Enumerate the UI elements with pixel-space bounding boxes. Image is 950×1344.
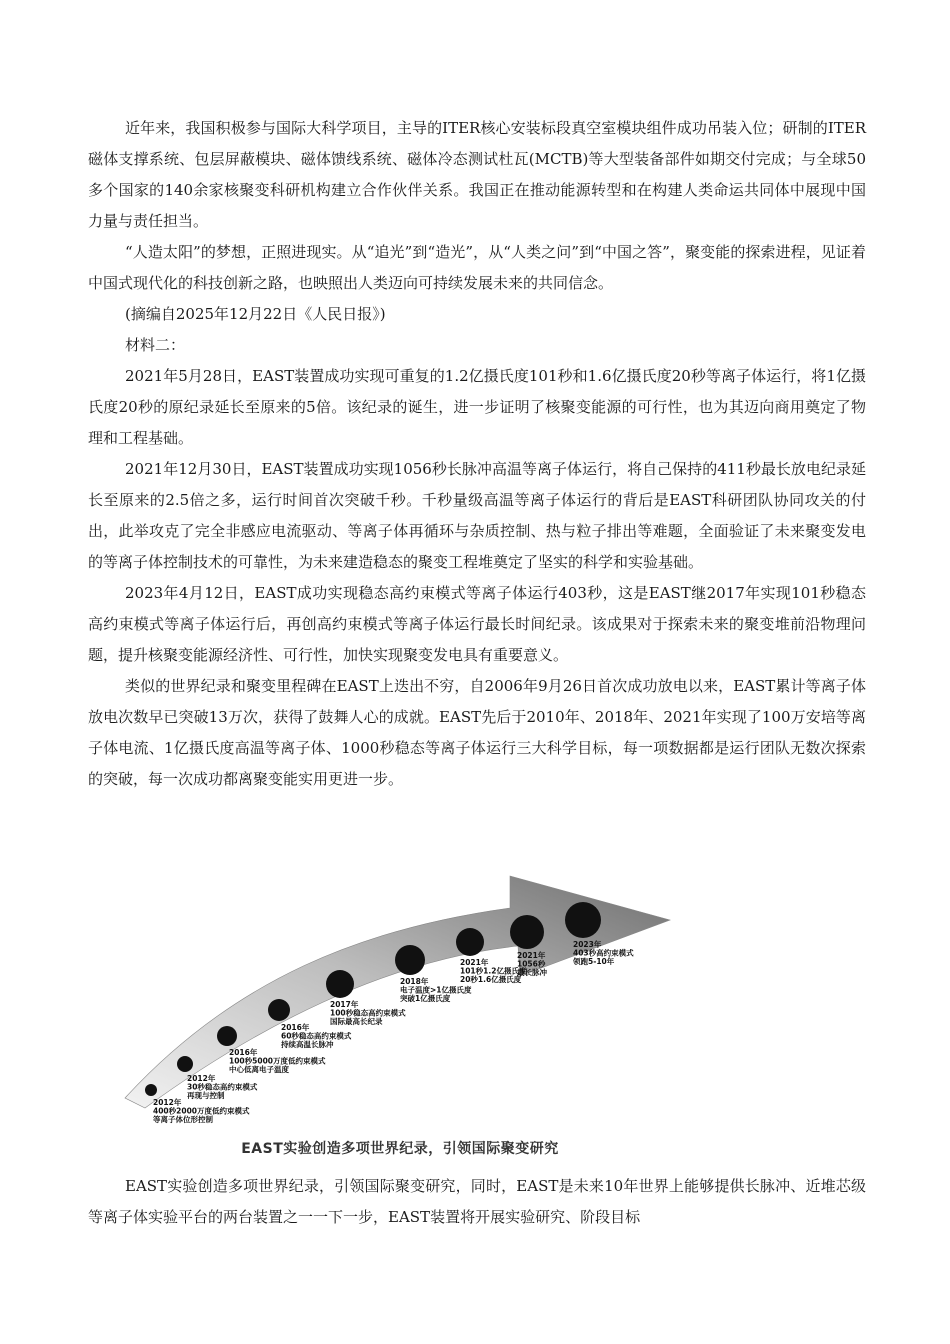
milestone-description: 20秒1.6亿摄氏度 — [460, 975, 522, 984]
milestone-dot — [145, 1084, 157, 1096]
milestone-year: 2017年 — [330, 1000, 359, 1009]
article-body — [88, 113, 866, 795]
milestone-year: 2016年 — [229, 1048, 258, 1057]
milestone-description: 403秒高约束模式 — [573, 948, 634, 958]
paragraph-2021-dec: 2021年12月30日，EAST装置成功实现1056秒长脉冲高温等离子体运行，将自己保持的411秒最长放电纪录延长至原来的2.5倍之多，运行时间首次突破千秒。千秒量级高温等离子体运行的背后是EAST科研团队协同攻关的付出，此举攻克了完全非感应电流驱动、等离子体再循环与杂质控制、热与粒子排出等难题，全面验证了未来聚变发电的等离子体控制技术的可靠性，为未来建造稳态的聚变工程堆奠定了坚实的科学和实验基础。 — [88, 460, 866, 571]
milestone-description: 领跑5-10年 — [573, 957, 615, 966]
milestone-dot — [217, 1026, 237, 1046]
milestone-year: 2012年 — [153, 1098, 182, 1107]
milestone-dot — [510, 915, 544, 949]
milestone-description: 等离子体位形控制 — [153, 1115, 213, 1124]
milestone-description: 持续高温长脉冲 — [281, 1040, 334, 1049]
paragraph-2023-apr: 2023年4月12日，EAST成功实现稳态高约束模式等离子体运行403秒，这是EAST继2017年实现101秒稳态高约束模式等离子体运行后，再创高约束模式等离子体运行最长时间纪录。该成果对于探索未来的聚变堆前沿物理问题，提升核聚变能源经济性、可行性，加快实现聚变发电具有重要意义。 — [88, 584, 866, 664]
paragraph-east-future: EAST实验创造多项世界纪录，引领国际聚变研究，同时，EAST是未来10年世界上能够提供长脉冲、近堆芯级等离子体实验平台的两台装置之一一下一步，EAST装置将开展实验研究、阶段目标 — [88, 1177, 866, 1226]
milestone-description: 30秒稳态高约束模式 — [187, 1082, 258, 1092]
milestone-description: 1056秒 — [517, 959, 546, 969]
milestone-year: 2012年 — [187, 1074, 216, 1083]
milestone-arrow-graphic — [115, 868, 685, 1136]
milestone-description: 100秒5000万度低约束模式 — [229, 1056, 326, 1066]
east-milestone-figure — [115, 868, 685, 1160]
milestone-year: 2021年 — [517, 951, 546, 960]
milestone-description: 最长脉冲 — [517, 968, 547, 977]
milestone-description: 60秒稳态高约束模式 — [281, 1031, 352, 1041]
figure-caption: EAST实验创造多项世界纪录，引领国际聚变研究 — [241, 1141, 559, 1157]
milestone-description: 突破1亿摄氏度 — [400, 994, 451, 1003]
paragraph-iter: 近年来，我国积极参与国际大科学项目，主导的ITER核心安装标段真空室模块组件成功吊装入位；研制的ITER磁体支撑系统、包层屏蔽模块、磁体馈线系统、磁体冷态测试杜瓦(MCTB)等大型装备部件如期交付完成；与全球50多个国家的140余家核聚变科研机构建立合作伙伴关系。我国正在推动能源转型和在构建人类命运共同体中展现中国力量与责任担当。 — [88, 119, 866, 230]
milestone-description: 100秒稳态高约束模式 — [330, 1008, 406, 1018]
paragraph-artificial-sun: “人造太阳”的梦想，正照进现实。从“追光”到“造光”，从“人类之问”到“中国之答”，聚变能的探索进程，见证着中国式现代化的科技创新之路，也映照出人类迈向可持续发展未来的共同信念。 — [88, 243, 866, 292]
milestone-year: 2016年 — [281, 1023, 310, 1032]
milestone-dot — [456, 928, 484, 956]
milestone-description: 再现与控制 — [187, 1091, 225, 1100]
milestone-year: 2021年 — [460, 958, 489, 967]
milestone-year: 2023年 — [573, 940, 602, 949]
milestone-description: 中心低离电子温度 — [229, 1065, 289, 1074]
milestone-description: 400秒2000万度低约束模式 — [153, 1106, 250, 1116]
milestone-dot — [177, 1056, 193, 1072]
milestone-dot — [326, 970, 354, 998]
paragraph-2021-may: 2021年5月28日，EAST装置成功实现可重复的1.2亿摄氏度101秒和1.6亿摄氏度20秒等离子体运行，将1亿摄氏度20秒的原纪录延长至原来的5倍。该纪录的诞生，进一步证明了核聚变能源的可行性，也为其迈向商用奠定了物理和工程基础。 — [88, 367, 866, 447]
source-citation: (摘编自2025年12月22日《人民日报》) — [125, 305, 386, 323]
milestone-description: 国际最高长纪录 — [330, 1017, 383, 1026]
milestone-description: 101秒1.2亿摄氏度 — [460, 966, 527, 976]
milestone-description: 电子温度>1亿摄氏度 — [400, 985, 472, 995]
material-two-heading: 材料二： — [125, 336, 186, 354]
milestone-dot — [395, 945, 425, 975]
paragraph-milestones: 类似的世界纪录和聚变里程碑在EAST上迭出不穷，自2006年9月26日首次成功放电以来，EAST累计等离子体放电次数早已突破13万次，获得了鼓舞人心的成就。EAST先后于2010年、2018年、2021年实现了100万安培等离子体电流、1亿摄氏度高温等离子体、1000秒稳态等离子体运行三大科学目标，每一项数据都是运行团队无数次探索的突破，每一次成功都离聚变能实用更进一步。 — [88, 677, 866, 788]
milestone-year: 2018年 — [400, 977, 429, 986]
article-tail — [88, 1171, 866, 1233]
milestone-dot — [268, 999, 290, 1021]
milestone-dot — [565, 902, 601, 938]
